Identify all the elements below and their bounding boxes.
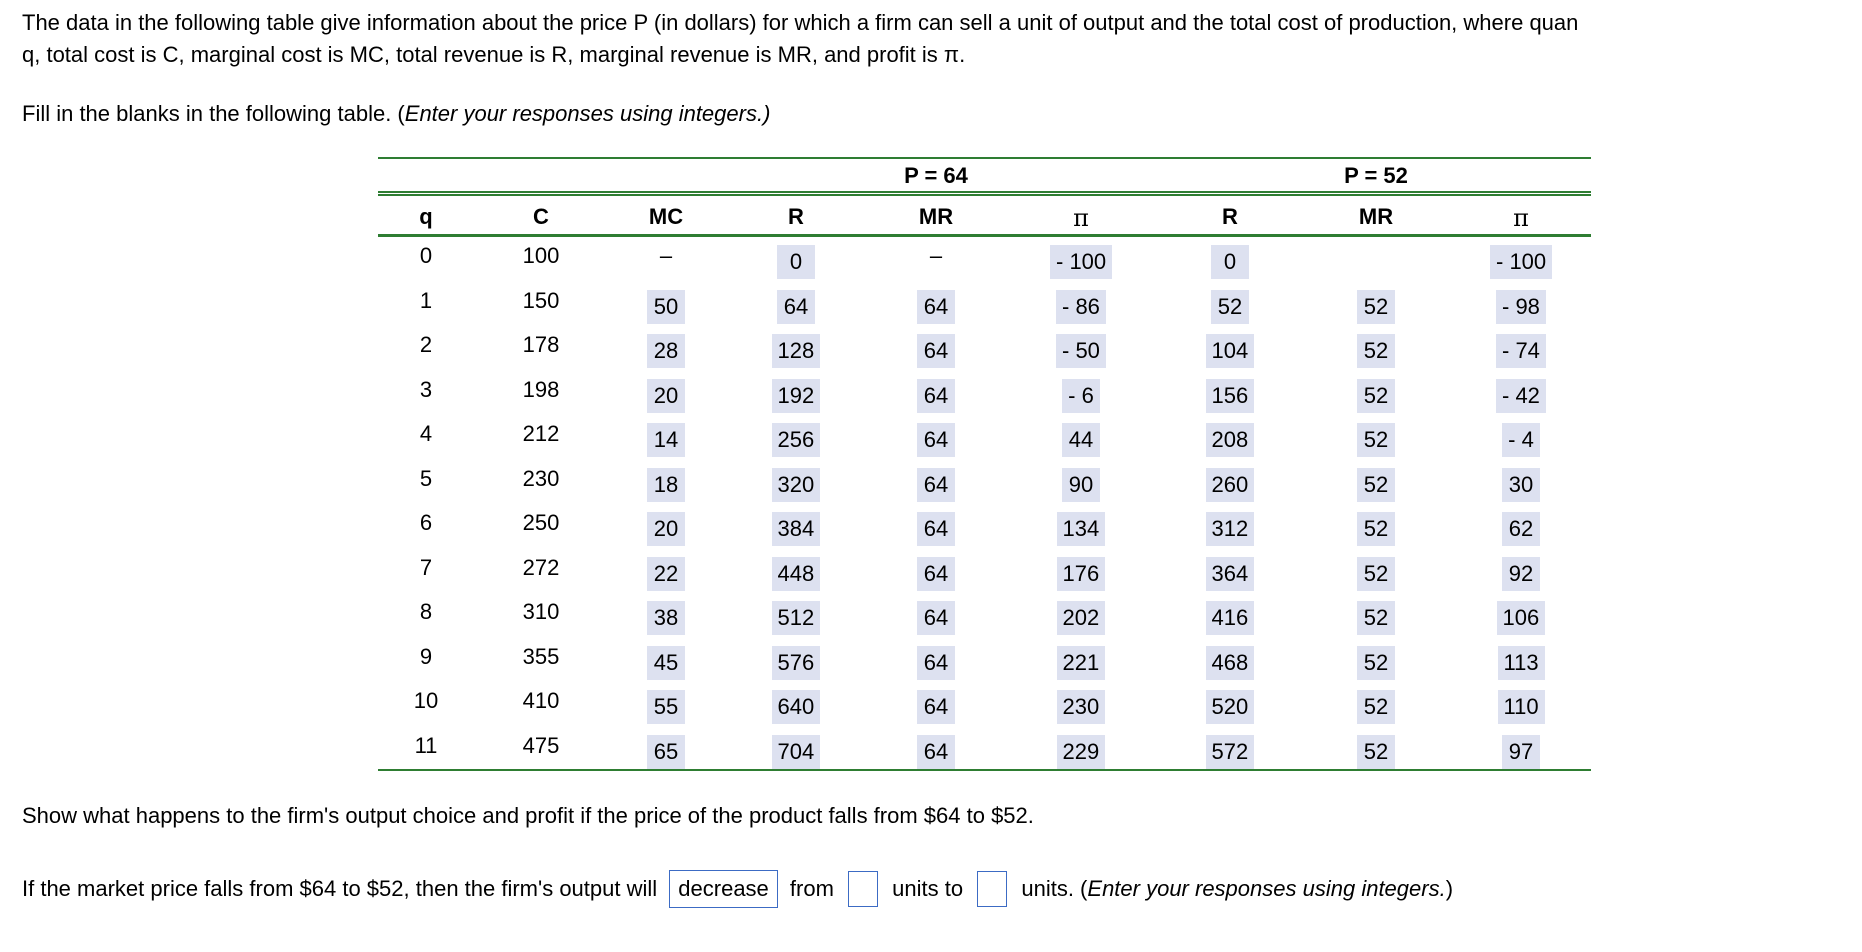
- answer-cell: 640: [772, 690, 821, 724]
- answer-cell: 64: [917, 735, 955, 769]
- table-bottom-rule: [378, 769, 1591, 771]
- table-cell: 8: [419, 599, 433, 624]
- answer-cell: 64: [917, 512, 955, 546]
- final-prefix: If the market price falls from $64 to $52, then the firm's output will: [22, 876, 658, 901]
- table-cell: 1: [419, 287, 433, 313]
- answer-cell: - 98: [1496, 290, 1546, 324]
- answer-cell: 364: [1206, 557, 1255, 591]
- answer-cell: 208: [1206, 423, 1255, 457]
- table-cell: 7: [419, 554, 433, 580]
- table-cell: 0: [419, 243, 433, 268]
- answer-cell: 64: [917, 601, 955, 635]
- answer-cell: 55: [647, 690, 685, 724]
- table-cell: 100: [522, 243, 560, 268]
- answer-cell: 22: [647, 557, 685, 591]
- answer-cell: 62: [1502, 512, 1540, 546]
- answer-cell: 64: [917, 334, 955, 368]
- answer-cell: 52: [1357, 468, 1395, 502]
- answer-cell: 64: [917, 468, 955, 502]
- table-cell: 5: [419, 465, 433, 491]
- answer-cell: 18: [647, 468, 685, 502]
- answer-cell: 97: [1502, 735, 1540, 769]
- answer-cell: - 100: [1490, 245, 1552, 279]
- instruction-prefix: Fill in the blanks in the following table. (: [22, 101, 405, 126]
- answer-cell: 90: [1062, 468, 1100, 502]
- table-cell: 6: [419, 510, 433, 535]
- table-cell: 355: [522, 643, 560, 669]
- instruction-text: [22, 100, 770, 128]
- column-header: R: [788, 204, 804, 229]
- units-to-label: units to: [892, 876, 964, 901]
- table-cell: 11: [414, 732, 438, 758]
- table-cell: 250: [522, 510, 560, 535]
- table-cell: 230: [522, 465, 560, 491]
- answer-cell: 64: [777, 290, 815, 324]
- answer-cell: 0: [777, 245, 815, 279]
- answer-cell: 110: [1498, 690, 1545, 724]
- answer-cell: 65: [647, 735, 685, 769]
- answer-cell: 44: [1062, 423, 1100, 457]
- table-cell: –: [929, 243, 943, 268]
- from-label: from: [789, 876, 834, 901]
- answer-cell: 28: [647, 334, 685, 368]
- answer-cell: 52: [1357, 601, 1395, 635]
- answer-cell: 64: [917, 379, 955, 413]
- table-cell: 410: [522, 688, 560, 713]
- answer-cell: 64: [917, 646, 955, 680]
- answer-cell: 52: [1357, 735, 1395, 769]
- table-cell: 212: [522, 421, 560, 446]
- answer-cell: - 100: [1050, 245, 1112, 279]
- answer-cell: 128: [772, 334, 821, 368]
- answer-cell: 221: [1057, 646, 1106, 680]
- answer-cell: - 86: [1056, 290, 1106, 324]
- answer-cell: 52: [1211, 290, 1249, 324]
- answer-cell: 320: [772, 468, 821, 502]
- table-cell: 475: [522, 732, 560, 758]
- instruction-italic: Enter your responses using integers.): [404, 101, 771, 126]
- answer-cell: 104: [1206, 334, 1255, 368]
- answer-cell: 229: [1057, 735, 1106, 769]
- answer-cell: 202: [1057, 601, 1106, 635]
- answer-cell: 52: [1357, 512, 1395, 546]
- answer-cell: 64: [917, 690, 955, 724]
- answer-cell: 520: [1206, 690, 1255, 724]
- table-top-rule: [378, 157, 1591, 159]
- answer-cell: - 42: [1496, 379, 1546, 413]
- answer-cell: 260: [1206, 468, 1255, 502]
- answer-cell: 14: [647, 423, 685, 457]
- answer-cell: 52: [1357, 379, 1395, 413]
- answer-cell: 512: [772, 601, 821, 635]
- column-header: C: [533, 204, 549, 229]
- group-header-p52: P = 52: [1344, 163, 1408, 188]
- table-cell: 272: [522, 554, 560, 580]
- answer-cell: 92: [1502, 557, 1540, 591]
- answer-cell: 312: [1206, 512, 1255, 546]
- units-label: [1021, 875, 1453, 903]
- table-group-rule: [378, 191, 1591, 196]
- answer-cell: 64: [917, 423, 955, 457]
- answer-cell: 52: [1357, 334, 1395, 368]
- answer-cell: 176: [1057, 557, 1106, 591]
- table-cell: 2: [419, 332, 433, 357]
- output-change-dropdown[interactable]: decrease: [669, 870, 778, 908]
- answer-cell: 113: [1498, 646, 1545, 680]
- answer-cell: 192: [772, 379, 821, 413]
- final-close: ): [1445, 876, 1454, 901]
- table-cell: 4: [419, 421, 433, 446]
- final-question: [22, 870, 1453, 908]
- answer-cell: 384: [772, 512, 821, 546]
- answer-cell: 38: [647, 601, 685, 635]
- answer-cell: 576: [772, 646, 821, 680]
- column-header: q: [419, 204, 433, 229]
- answer-cell: 156: [1206, 379, 1255, 413]
- answer-cell: 50: [647, 290, 685, 324]
- table-cell: –: [659, 243, 673, 268]
- from-units-input[interactable]: [848, 871, 878, 907]
- answer-cell: 0: [1211, 245, 1249, 279]
- answer-cell: 704: [772, 735, 821, 769]
- units-text: units. (: [1021, 876, 1088, 901]
- answer-cell: 52: [1357, 690, 1395, 724]
- answer-cell: 45: [647, 646, 685, 680]
- table-cell: 3: [419, 376, 433, 402]
- intro-text-line-2: q, total cost is C, marginal cost is MC, total revenue is R, marginal revenue is MR, and profit is π.: [22, 42, 966, 67]
- group-header-p64: P = 64: [904, 163, 968, 188]
- column-header: MR: [1358, 204, 1394, 229]
- table-cell: 150: [522, 287, 560, 313]
- column-header: MR: [918, 204, 954, 229]
- answer-cell: 64: [917, 290, 955, 324]
- column-header: π: [1513, 204, 1529, 232]
- table-cell: 310: [522, 599, 560, 624]
- answer-cell: 20: [647, 379, 685, 413]
- column-header: MC: [648, 204, 684, 229]
- answer-cell: - 50: [1056, 334, 1106, 368]
- answer-cell: 572: [1206, 735, 1255, 769]
- table-cell: 10: [413, 688, 439, 713]
- to-units-input[interactable]: [977, 871, 1007, 907]
- table-cell: 9: [419, 643, 433, 669]
- answer-cell: 468: [1206, 646, 1255, 680]
- column-header: π: [1073, 204, 1089, 232]
- table-cell: 178: [522, 332, 560, 357]
- final-italic: Enter your responses using integers.: [1087, 876, 1446, 901]
- answer-cell: 256: [772, 423, 821, 457]
- answer-cell: - 74: [1496, 334, 1546, 368]
- answer-cell: 134: [1057, 512, 1106, 546]
- table-body: [378, 157, 1591, 777]
- answer-cell: 52: [1357, 290, 1395, 324]
- answer-cell: 416: [1206, 601, 1255, 635]
- answer-cell: 64: [917, 557, 955, 591]
- column-header: R: [1222, 204, 1238, 229]
- answer-cell: 52: [1357, 423, 1395, 457]
- answer-cell: 30: [1502, 468, 1540, 502]
- answer-cell: 448: [772, 557, 821, 591]
- answer-cell: - 6: [1062, 379, 1100, 413]
- answer-cell: 52: [1357, 557, 1395, 591]
- answer-cell: 230: [1057, 690, 1106, 724]
- answer-cell: 52: [1357, 646, 1395, 680]
- answer-cell: 106: [1497, 601, 1546, 635]
- show-question: Show what happens to the firm's output choice and profit if the price of the product falls from $64 to $52.: [22, 803, 1034, 828]
- answer-cell: - 4: [1502, 423, 1540, 457]
- table-header-rule: [378, 234, 1591, 237]
- intro-text-line-1: The data in the following table give information about the price P (in dollars) for which a firm can sell a unit of output and the total cost of production, where quan: [22, 10, 1579, 35]
- answer-cell: 20: [647, 512, 685, 546]
- table-cell: 198: [522, 376, 560, 402]
